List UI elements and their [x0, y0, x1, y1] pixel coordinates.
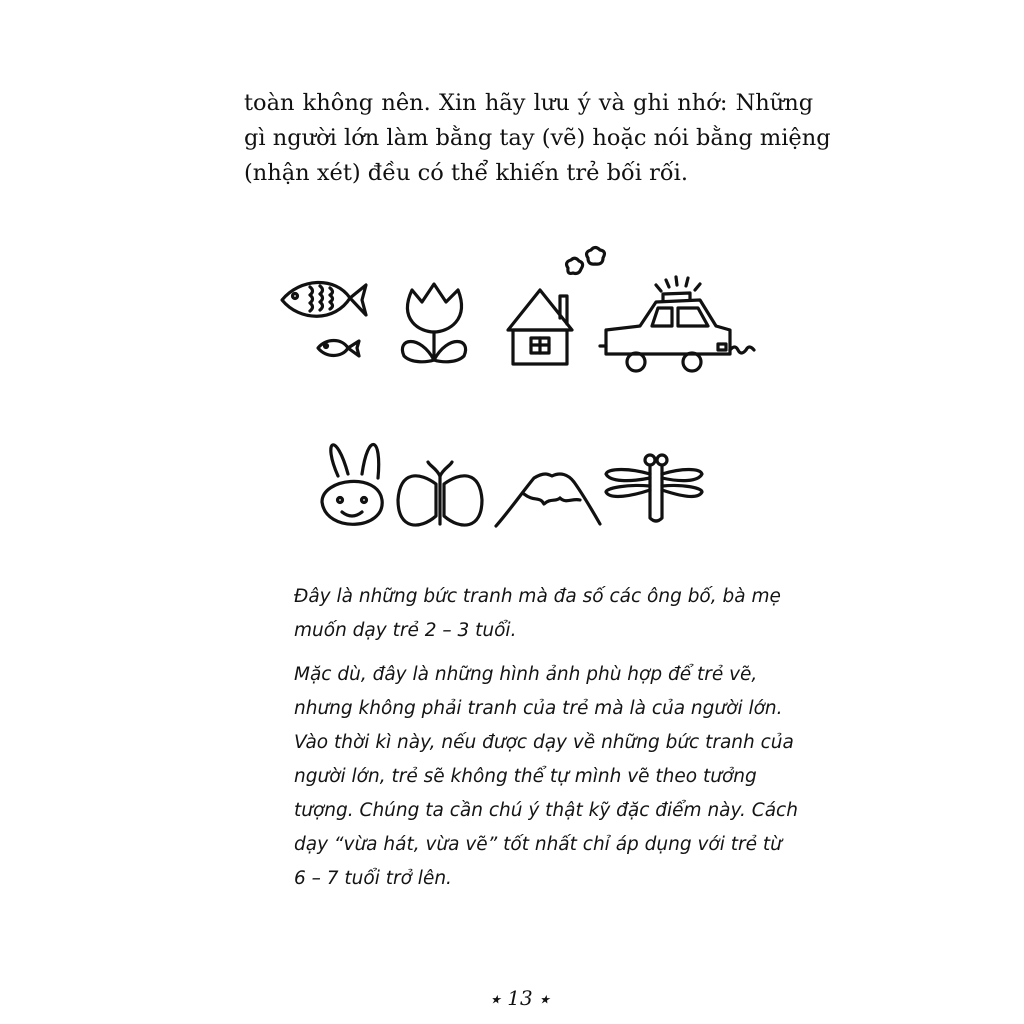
car-icon: [600, 277, 754, 371]
mountain-icon: [496, 474, 600, 526]
caption: [288, 580, 798, 896]
star-icon: ★: [490, 992, 501, 1007]
body-line: toàn không nên. Xin hãy lưu ý và ghi nhớ: Những: [244, 90, 814, 116]
page-number: [480, 986, 560, 1010]
fish-icon: [282, 282, 366, 356]
caption-line: tượng. Chúng ta cần chú ý thật kỹ đặc điểm này. Cách: [294, 800, 798, 821]
dragonfly-icon: [606, 455, 702, 521]
butterfly-icon: [398, 462, 482, 525]
caption-paragraph-1: [288, 580, 781, 648]
caption-line: dạy “vừa hát, vừa vẽ” tốt nhất chỉ áp dụng với trẻ từ: [294, 834, 782, 855]
caption-line: 6 – 7 tuổi trở lên.: [294, 868, 452, 889]
body-line: (nhận xét) đều có thể khiến trẻ bối rối.: [244, 160, 688, 186]
page-number-text: 13: [507, 986, 533, 1010]
rabbit-icon: [322, 444, 382, 524]
caption-line: Mặc dù, đây là những hình ảnh phù hợp để trẻ vẽ,: [294, 664, 758, 685]
body-paragraph: [244, 86, 831, 191]
caption-line: muốn dạy trẻ 2 – 3 tuổi.: [294, 620, 517, 641]
caption-paragraph-2: [288, 658, 798, 896]
body-line: gì người lớn làm bằng tay (vẽ) hoặc nói bằng miệng: [244, 125, 831, 151]
tulip-icon: [402, 284, 465, 362]
caption-line: Vào thời kì này, nếu được dạy về những bức tranh của: [294, 732, 794, 753]
caption-line: người lớn, trẻ sẽ không thể tự mình vẽ theo tưởng: [294, 766, 757, 787]
caption-line: Đây là những bức tranh mà đa số các ông bố, bà mẹ: [294, 586, 781, 607]
caption-line: nhưng không phải tranh của trẻ mà là của người lớn.: [294, 698, 783, 719]
house-icon: [508, 248, 604, 365]
star-icon: ★: [539, 992, 550, 1007]
